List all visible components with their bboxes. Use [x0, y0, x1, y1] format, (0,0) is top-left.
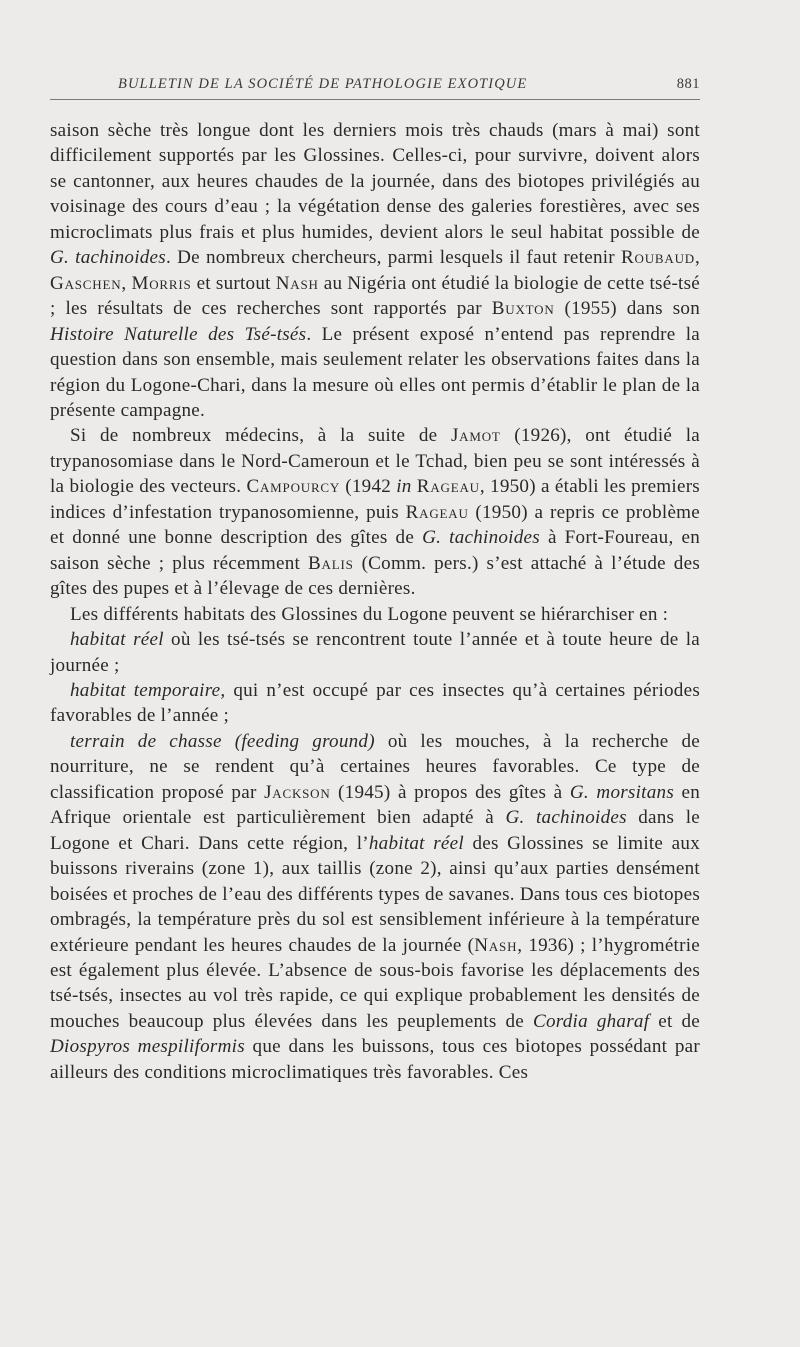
species-name: G. morsitans: [569, 781, 674, 803]
paragraph-3: Les différents habitats des Glossines du Logone peuvent se hiérarchiser en :: [70, 603, 669, 625]
species-name: G. tachinoides: [50, 247, 166, 269]
author-name: Roubaud: [621, 247, 695, 269]
author-name: Jamot: [450, 425, 501, 447]
author-name: Buxton: [491, 298, 555, 320]
author-name: Rageau: [416, 476, 480, 498]
species-name: G. tachinoides: [422, 527, 540, 549]
author-name: Nash: [275, 272, 319, 294]
paragraph-2: Si de nombreux médecins, à la suite de Jamot (1926), ont étudié la trypanosomiase dans le Nord-Cameroun et le Tchad, bien peu se sont intéressés à la biologie des vecteurs. Campourcy (1942 in Rageau, 1950) a établi les premiers indices d’infestation trypanosomienne, puis Rageau (1950) a repris ce problème et donné une bonne description des gîtes de G. tachinoides à Fort-Foureau, en saison sèche ; plus récemment Balis (Comm. pers.) s’est attaché à l’étude des gîtes des pupes et à l’élevage de ces dernières.: [50, 425, 700, 600]
page-number: 881: [676, 76, 700, 92]
author-name: Jackson: [264, 781, 331, 803]
running-header: [50, 76, 700, 98]
author-name: Rageau: [405, 501, 469, 523]
author-name: Balis: [308, 552, 354, 574]
header-rule: [50, 99, 700, 100]
book-title: Histoire Naturelle des Tsé-tsés: [50, 323, 307, 345]
species-name: Cordia gharaf: [532, 1010, 650, 1032]
paragraph-1: saison sèche très longue dont les derniers mois très chauds (mars à mai) sont difficilement supportés par les Glossines. Celles-ci, pour survivre, doivent alors se cantonner, aux heures chaudes de la journée, dans des biotopes privilégiés au voisinage des cours d’eau ; la végétation dense des galeries forestières, avec ses microclimats plus frais et plus humides, devient alors le seul habitat possible de G. tachinoides. De nombreux chercheurs, parmi lesquels il faut retenir Roubaud, Gaschen, Morris et surtout Nash au Nigéria ont étudié la biologie de cette tsé-tsé ; les résultats de ces recherches sont rapportés par Buxton (1955) dans son Histoire Naturelle des Tsé-tsés. Le présent exposé n’entend pas reprendre la question dans son ensemble, mais seulement relater les observations faites dans la région du Logone-Chari, dans la mesure où elles ont permis d’établir le plan de la présente campagne.: [50, 120, 701, 421]
author-name: Gaschen: [50, 272, 122, 294]
body-text: [50, 118, 700, 1085]
list-item-habitat-reel: habitat réel où les tsé-tsés se rencontrent toute l’année et à toute heure de la journée ;: [50, 629, 701, 676]
author-name: Nash: [474, 934, 518, 956]
species-name: G. tachinoides: [505, 807, 627, 829]
author-name: Morris: [131, 272, 192, 294]
running-title: BULLETIN DE LA SOCIÉTÉ DE PATHOLOGIE EXOTIQUE: [118, 76, 528, 92]
list-item-terrain-de-chasse: terrain de chasse (feeding ground) où les mouches, à la recherche de nourriture, ne se rendent qu’à certaines heures favorables. Ce type de classification proposé par Jackson (1945) à propos des gîtes à G. morsitans en Afrique orientale est particulièrement bien adapté à G. tachinoides dans le Logone et Chari. Dans cette région, l’habitat réel des Glossines se limite aux buissons riverains (zone 1), aux taillis (zone 2), ainsi qu’aux parties densément boisées et proches de l’eau des différents types de savanes. Dans tous ces biotopes ombragés, la température près du sol est sensiblement inférieure à la température extérieure pendant les heures chaudes de la journée (Nash, 1936) ; l’hygrométrie est également plus élevée. L’absence de sous-bois favorise les déplacements des tsé-tsés, insectes au vol très rapide, ce qui explique probablement les densités de mouches beaucoup plus élevées dans les peuplements de Cordia gharaf et de Diospyros mespiliformis que dans les buissons, tous ces biotopes possédant par ailleurs des conditions microclimatiques très favorables. Ces: [50, 730, 701, 1083]
author-name: Campourcy: [246, 476, 341, 498]
list-item-habitat-temporaire: habitat temporaire, qui n’est occupé par ces insectes qu’à certaines périodes favorables de l’année ;: [50, 679, 700, 727]
species-name: Diospyros mespiliformis: [50, 1036, 245, 1058]
